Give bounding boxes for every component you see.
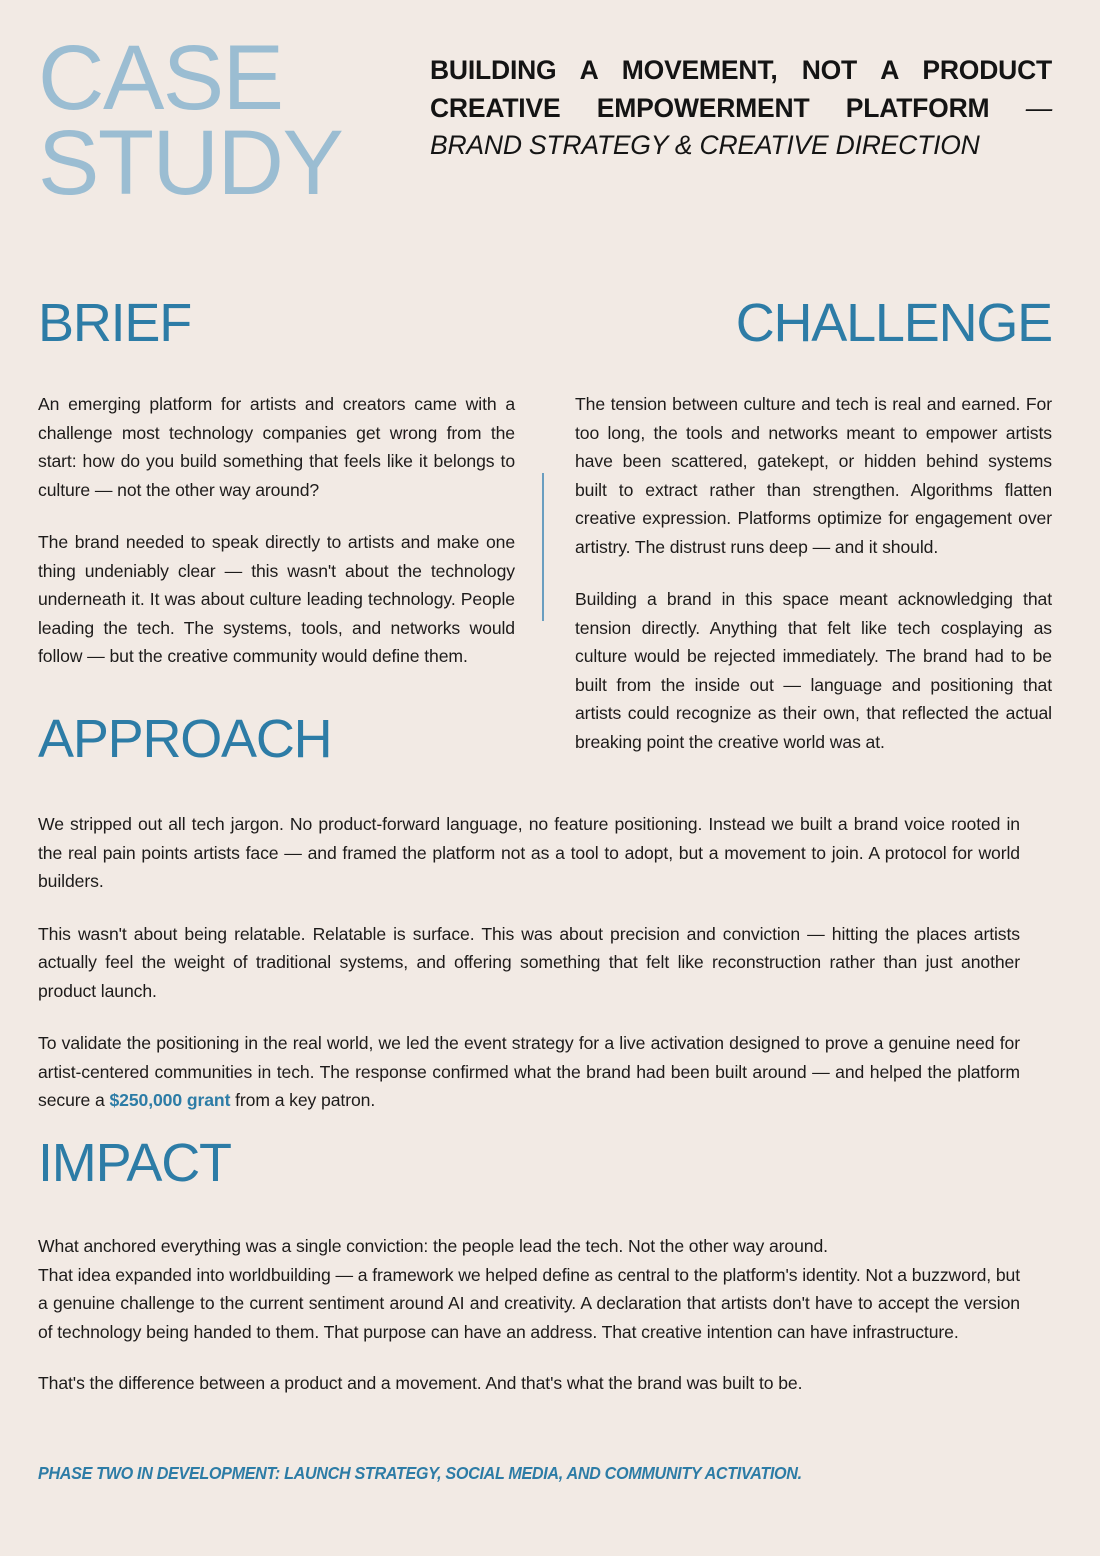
header-statement-dash: — [989, 92, 1052, 123]
section-heading-brief: BRIEF [38, 293, 192, 353]
section-heading-challenge: CHALLENGE [735, 293, 1052, 353]
footer-status-note: PHASE TWO IN DEVELOPMENT: LAUNCH STRATEGY, SOCIAL MEDIA, AND COMMUNITY ACTIVATION. [38, 1463, 802, 1483]
column-divider-rule [542, 473, 544, 621]
impact-paragraph: That idea expanded into worldbuilding — a framework we helped define as central to the platform's identity. Not a buzzword, but a genuine challenge to the current sentiment around AI and creativity. A declaration that artists don't have to accept the version of technology being handed to them. That purpose can have an address. That creative intention can have infrastructure. [38, 1264, 1021, 1342]
approach-paragraph: This wasn't about being relatable. Relatable is surface. This was about precision and conviction — hitting the places artists actually feel the weight of traditional systems, and offering something that felt like reconstruction rather than just another product launch. [38, 923, 1020, 1001]
challenge-section [575, 293, 1052, 756]
brief-challenge-columns [38, 293, 1052, 756]
impact-lead-line: What anchored everything was a single conviction: the people lead the tech. Not the other way around. [38, 1236, 828, 1256]
grant-text-before: To validate the positioning in the real world, we led the event strategy for a live activation designed to prove a genuine need for artist-centered communities in tech. The response confirmed what the brand had been built around — and helped the platform secure a [38, 1033, 1020, 1110]
approach-paragraph: We stripped out all tech jargon. No product-forward language, no feature positioning. Instead we built a brand voice rooted in the real pain points artists face — and framed the platform not as a tool to adopt, but a movement to join. A protocol for world builders. [38, 814, 1020, 891]
brief-section [38, 293, 515, 756]
grant-amount-highlight: $250,000 grant [109, 1090, 231, 1110]
brief-paragraph: The brand needed to speak directly to artists and make one thing undeniably clear — this wasn't about the technology underneath it. It was about culture leading technology. People leading the tech. The systems, tools, and networks would follow — but the creative community would define them. [38, 532, 515, 666]
section-heading-impact: IMPACT [38, 1133, 231, 1193]
page-title [38, 27, 430, 214]
approach-grant-paragraph [38, 1029, 1020, 1115]
section-heading-approach: APPROACH [38, 709, 332, 769]
challenge-paragraph: Building a brand in this space meant acknowledging that tension directly. Anything that felt like tech cosplaying as culture would be rejected immediately. The brand had to be built from the inside out — language and positioning that artists could recognize as their own, that reflected the actual breaking point the creative world was at. [575, 589, 1052, 752]
page-title-line-1: CASE [38, 27, 283, 129]
page-header [38, 27, 1052, 214]
grant-text-after: from a key patron. [230, 1090, 376, 1110]
header-statement [430, 34, 1052, 165]
impact-paragraph: That's the difference between a product and a movement. And that's what the brand was built to be. [38, 1373, 803, 1393]
header-statement-italic: BRAND STRATEGY & CREATIVE DIRECTION [430, 130, 980, 161]
header-statement-bold: BUILDING A MOVEMENT, NOT A PRODUCT CREATIVE EMPOWERMENT PLATFORM [430, 55, 1052, 123]
impact-section [38, 1133, 1021, 1421]
page-title-line-2: STUDY [38, 111, 343, 214]
challenge-paragraph: The tension between culture and tech is real and earned. For too long, the tools and networks meant to empower artists have been scattered, gatekept, or hidden behind systems built to extract rather than strengthen. Algorithms flatten creative expression. Platforms optimize for engagement over artistry. The distrust runs deep — and it should. [575, 394, 1052, 557]
approach-section [38, 709, 1020, 1115]
brief-paragraph: An emerging platform for artists and creators came with a challenge most technology companies get wrong from the start: how do you build something that feels like it belongs to culture — not the other way around? [38, 394, 515, 500]
